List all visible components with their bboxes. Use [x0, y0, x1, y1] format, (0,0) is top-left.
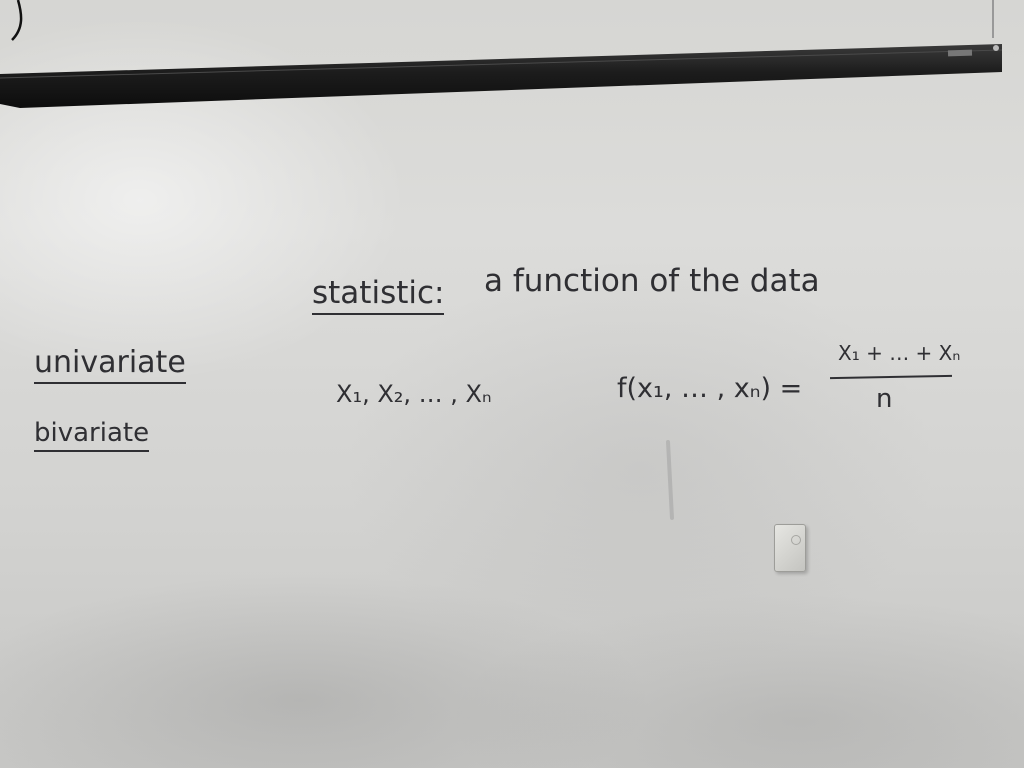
projector-screen-case — [0, 44, 1002, 108]
outlet-socket-icon — [791, 535, 801, 545]
term-univariate: univariate — [34, 348, 186, 384]
eraser-smudge — [666, 440, 674, 520]
fraction-bar — [830, 375, 952, 379]
mount-wire — [990, 0, 996, 40]
wall-outlet — [774, 524, 806, 572]
title-definition: a function of the data — [484, 263, 820, 299]
function-lhs: f(x₁, … , xₙ) = — [617, 373, 803, 404]
sequence-x1-to-xn: X₁, X₂, … , Xₙ — [336, 380, 492, 408]
fraction-denominator: n — [876, 384, 893, 414]
term-bivariate: bivariate — [34, 420, 149, 452]
title-term-statistic: statistic: — [312, 278, 444, 315]
power-cord — [0, 0, 30, 50]
fraction-numerator: X₁ + … + Xₙ — [838, 341, 961, 365]
